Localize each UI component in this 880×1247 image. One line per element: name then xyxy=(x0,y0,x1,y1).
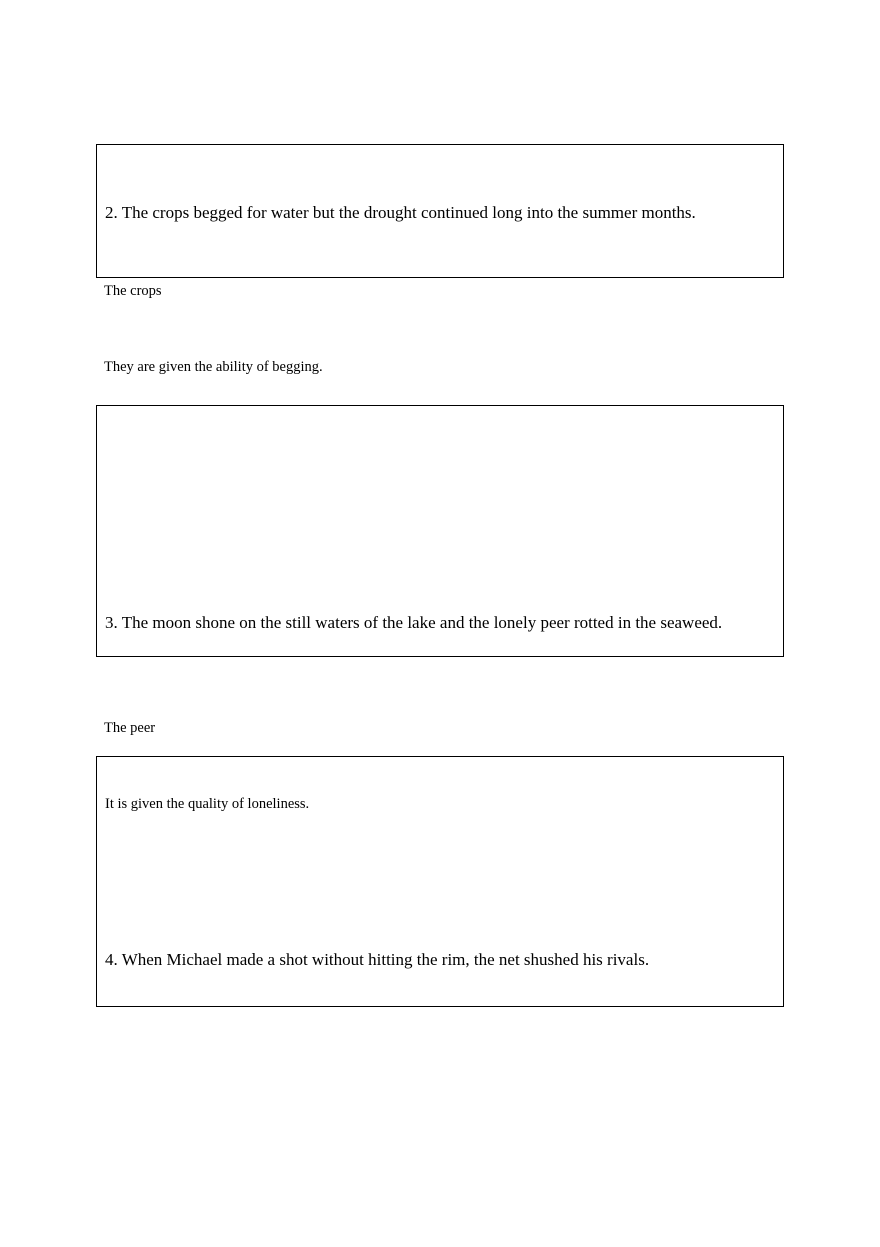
explanation-answer-2: They are given the ability of begging. xyxy=(104,359,323,375)
sentence-2: 2. The crops begged for water but the drought continued long into the summer months. xyxy=(105,203,696,222)
subject-answer-3: The peer xyxy=(104,720,156,736)
sentence-box-4 xyxy=(96,756,784,1007)
subject-answer-2: The crops xyxy=(104,283,162,299)
explanation-answer-3: It is given the quality of loneliness. xyxy=(105,796,310,812)
sentence-4: 4. When Michael made a shot without hitting the rim, the net shushed his rivals. xyxy=(105,950,650,969)
sentence-box-3 xyxy=(96,405,784,657)
sentence-3: 3. The moon shone on the still waters of the lake and the lonely peer rotted in the seaweed. xyxy=(105,613,723,632)
sentence-box-2 xyxy=(96,144,784,278)
